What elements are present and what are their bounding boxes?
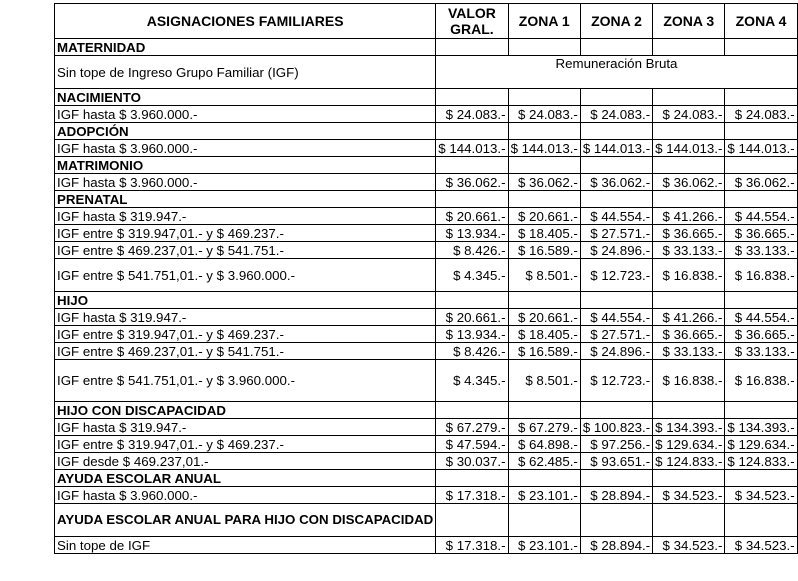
empty-cell	[580, 39, 652, 56]
zona-1-cell: $ 16.589.-	[508, 242, 580, 259]
section-row	[55, 470, 798, 487]
row-label: IGF entre $ 319.947,01.- y $ 469.237.-	[55, 225, 436, 242]
zona-4-cell: $ 36.062.-	[725, 174, 797, 191]
zona-4-cell: $ 36.665.-	[725, 225, 797, 242]
zona-3-cell: $ 16.838.-	[653, 259, 725, 292]
zona-3-cell: $ 129.634.-	[653, 436, 725, 453]
zona-3-cell: $ 36.665.-	[653, 225, 725, 242]
row-label: IGF entre $ 319.947,01.- y $ 469.237.-	[55, 326, 436, 343]
zona-3-cell: $ 24.083.-	[653, 106, 725, 123]
zona-1-cell: $ 16.589.-	[508, 343, 580, 360]
table-row	[55, 225, 798, 242]
table-row	[55, 537, 798, 554]
section-row	[55, 39, 798, 56]
header-zona-2: ZONA 2	[580, 4, 652, 39]
span-value: Remuneración Bruta	[436, 56, 797, 89]
zona-2-cell: $ 12.723.-	[580, 360, 652, 402]
valor-general-cell: $ 30.037.-	[436, 453, 508, 470]
row-label: IGF entre $ 541.751,01.- y $ 3.960.000.-	[55, 259, 436, 292]
empty-cell	[436, 402, 508, 419]
zona-1-cell: $ 23.101.-	[508, 537, 580, 554]
header-row	[55, 4, 798, 39]
zona-3-cell: $ 16.838.-	[653, 360, 725, 402]
section-title: PRENATAL	[55, 191, 436, 208]
header-zona-3: ZONA 3	[653, 4, 725, 39]
section-row	[55, 191, 798, 208]
zona-2-cell: $ 28.894.-	[580, 487, 652, 504]
section-row	[55, 504, 798, 537]
empty-cell	[653, 402, 725, 419]
zona-3-cell: $ 34.523.-	[653, 537, 725, 554]
zona-4-cell: $ 44.554.-	[725, 309, 797, 326]
table-row	[55, 419, 798, 436]
empty-cell	[580, 191, 652, 208]
zona-1-cell: $ 36.062.-	[508, 174, 580, 191]
zona-1-cell: $ 20.661.-	[508, 309, 580, 326]
empty-cell	[580, 123, 652, 140]
valor-general-cell: $ 67.279.-	[436, 419, 508, 436]
row-label: IGF entre $ 469.237,01.- y $ 541.751.-	[55, 242, 436, 259]
empty-cell	[725, 191, 797, 208]
section-title: MATERNIDAD	[55, 39, 436, 56]
valor-general-cell: $ 8.426.-	[436, 242, 508, 259]
table-row	[55, 326, 798, 343]
table-row	[55, 487, 798, 504]
valor-general-cell: $ 4.345.-	[436, 360, 508, 402]
empty-cell	[725, 504, 797, 537]
empty-cell	[653, 292, 725, 309]
asignaciones-table	[54, 3, 798, 554]
zona-3-cell: $ 33.133.-	[653, 242, 725, 259]
zona-1-cell: $ 64.898.-	[508, 436, 580, 453]
table-row	[55, 56, 798, 89]
section-title: ADOPCIÓN	[55, 123, 436, 140]
empty-cell	[580, 402, 652, 419]
zona-3-cell: $ 36.062.-	[653, 174, 725, 191]
row-label: IGF hasta $ 319.947.-	[55, 419, 436, 436]
zona-4-cell: $ 134.393.-	[725, 419, 797, 436]
empty-cell	[725, 292, 797, 309]
zona-4-cell: $ 16.838.-	[725, 259, 797, 292]
zona-4-cell: $ 124.833.-	[725, 453, 797, 470]
empty-cell	[725, 123, 797, 140]
header-zona-1: ZONA 1	[508, 4, 580, 39]
zona-1-cell: $ 20.661.-	[508, 208, 580, 225]
table-row	[55, 259, 798, 292]
zona-4-cell: $ 44.554.-	[725, 208, 797, 225]
empty-cell	[580, 504, 652, 537]
valor-general-cell: $ 13.934.-	[436, 225, 508, 242]
zona-1-cell: $ 144.013.-	[508, 140, 580, 157]
empty-cell	[580, 292, 652, 309]
zona-4-cell: $ 144.013.-	[725, 140, 797, 157]
empty-cell	[653, 470, 725, 487]
section-row	[55, 89, 798, 106]
row-label: IGF entre $ 319.947,01.- y $ 469.237.-	[55, 436, 436, 453]
zona-1-cell: $ 18.405.-	[508, 225, 580, 242]
empty-cell	[653, 191, 725, 208]
empty-cell	[436, 39, 508, 56]
zona-2-cell: $ 12.723.-	[580, 259, 652, 292]
row-label: IGF entre $ 541.751,01.- y $ 3.960.000.-	[55, 360, 436, 402]
row-label: IGF hasta $ 319.947.-	[55, 208, 436, 225]
header-valor-gral: VALOR GRAL.	[436, 4, 508, 39]
zona-1-cell: $ 67.279.-	[508, 419, 580, 436]
row-label: IGF entre $ 469.237,01.- y $ 541.751.-	[55, 343, 436, 360]
valor-general-cell: $ 4.345.-	[436, 259, 508, 292]
section-row	[55, 292, 798, 309]
empty-cell	[436, 157, 508, 174]
valor-general-cell: $ 36.062.-	[436, 174, 508, 191]
zona-3-cell: $ 144.013.-	[653, 140, 725, 157]
table-row	[55, 360, 798, 402]
empty-cell	[436, 89, 508, 106]
empty-cell	[508, 123, 580, 140]
zona-3-cell: $ 41.266.-	[653, 309, 725, 326]
zona-2-cell: $ 28.894.-	[580, 537, 652, 554]
valor-general-cell: $ 47.594.-	[436, 436, 508, 453]
zona-2-cell: $ 24.896.-	[580, 343, 652, 360]
row-label: IGF hasta $ 3.960.000.-	[55, 174, 436, 191]
empty-cell	[436, 191, 508, 208]
zona-2-cell: $ 27.571.-	[580, 326, 652, 343]
empty-cell	[653, 504, 725, 537]
zona-3-cell: $ 33.133.-	[653, 343, 725, 360]
table-row	[55, 242, 798, 259]
section-title: AYUDA ESCOLAR ANUAL	[55, 470, 436, 487]
table-row	[55, 106, 798, 123]
empty-cell	[653, 157, 725, 174]
zona-2-cell: $ 24.083.-	[580, 106, 652, 123]
row-label: Sin tope de Ingreso Grupo Familiar (IGF)	[55, 56, 436, 89]
section-title: NACIMIENTO	[55, 89, 436, 106]
empty-cell	[508, 191, 580, 208]
empty-cell	[508, 39, 580, 56]
row-label: IGF hasta $ 3.960.000.-	[55, 106, 436, 123]
empty-cell	[436, 470, 508, 487]
empty-cell	[653, 123, 725, 140]
zona-4-cell: $ 33.133.-	[725, 343, 797, 360]
empty-cell	[580, 89, 652, 106]
row-label: IGF desde $ 469.237,01.-	[55, 453, 436, 470]
empty-cell	[508, 402, 580, 419]
empty-cell	[436, 292, 508, 309]
header-asignaciones: ASIGNACIONES FAMILIARES	[55, 4, 436, 39]
table-row	[55, 343, 798, 360]
zona-2-cell: $ 144.013.-	[580, 140, 652, 157]
empty-cell	[725, 89, 797, 106]
row-label: IGF hasta $ 3.960.000.-	[55, 487, 436, 504]
section-title: HIJO CON DISCAPACIDAD	[55, 402, 436, 419]
valor-general-cell: $ 24.083.-	[436, 106, 508, 123]
empty-cell	[508, 470, 580, 487]
empty-cell	[653, 89, 725, 106]
empty-cell	[653, 39, 725, 56]
zona-2-cell: $ 93.651.-	[580, 453, 652, 470]
zona-2-cell: $ 100.823.-	[580, 419, 652, 436]
table-row	[55, 140, 798, 157]
valor-general-cell: $ 8.426.-	[436, 343, 508, 360]
row-label: Sin tope de IGF	[55, 537, 436, 554]
empty-cell	[508, 89, 580, 106]
section-title: AYUDA ESCOLAR ANUAL PARA HIJO CON DISCAPACIDAD	[55, 504, 436, 537]
zona-2-cell: $ 44.554.-	[580, 309, 652, 326]
empty-cell	[580, 157, 652, 174]
zona-3-cell: $ 36.665.-	[653, 326, 725, 343]
zona-4-cell: $ 36.665.-	[725, 326, 797, 343]
zona-2-cell: $ 27.571.-	[580, 225, 652, 242]
table-row	[55, 309, 798, 326]
zona-1-cell: $ 62.485.-	[508, 453, 580, 470]
zona-1-cell: $ 18.405.-	[508, 326, 580, 343]
zona-2-cell: $ 44.554.-	[580, 208, 652, 225]
zona-4-cell: $ 34.523.-	[725, 487, 797, 504]
section-row	[55, 123, 798, 140]
valor-general-cell: $ 17.318.-	[436, 487, 508, 504]
empty-cell	[436, 504, 508, 537]
table-row	[55, 174, 798, 191]
section-row	[55, 402, 798, 419]
zona-2-cell: $ 97.256.-	[580, 436, 652, 453]
header-zona-4: ZONA 4	[725, 4, 797, 39]
empty-cell	[508, 292, 580, 309]
table-row	[55, 436, 798, 453]
zona-2-cell: $ 36.062.-	[580, 174, 652, 191]
zona-4-cell: $ 24.083.-	[725, 106, 797, 123]
zona-2-cell: $ 24.896.-	[580, 242, 652, 259]
row-label: IGF hasta $ 3.960.000.-	[55, 140, 436, 157]
zona-4-cell: $ 16.838.-	[725, 360, 797, 402]
valor-general-cell: $ 144.013.-	[436, 140, 508, 157]
valor-general-cell: $ 20.661.-	[436, 309, 508, 326]
zona-4-cell: $ 34.523.-	[725, 537, 797, 554]
zona-3-cell: $ 34.523.-	[653, 487, 725, 504]
section-row	[55, 157, 798, 174]
zona-4-cell: $ 33.133.-	[725, 242, 797, 259]
row-label: IGF hasta $ 319.947.-	[55, 309, 436, 326]
empty-cell	[725, 402, 797, 419]
empty-cell	[508, 504, 580, 537]
empty-cell	[580, 470, 652, 487]
zona-3-cell: $ 124.833.-	[653, 453, 725, 470]
valor-general-cell: $ 20.661.-	[436, 208, 508, 225]
valor-general-cell: $ 17.318.-	[436, 537, 508, 554]
zona-1-cell: $ 23.101.-	[508, 487, 580, 504]
zona-1-cell: $ 24.083.-	[508, 106, 580, 123]
table-row	[55, 208, 798, 225]
valor-general-cell: $ 13.934.-	[436, 326, 508, 343]
section-title: MATRIMONIO	[55, 157, 436, 174]
empty-cell	[508, 157, 580, 174]
zona-3-cell: $ 134.393.-	[653, 419, 725, 436]
zona-1-cell: $ 8.501.-	[508, 259, 580, 292]
zona-3-cell: $ 41.266.-	[653, 208, 725, 225]
table-row	[55, 453, 798, 470]
zona-1-cell: $ 8.501.-	[508, 360, 580, 402]
empty-cell	[436, 123, 508, 140]
zona-4-cell: $ 129.634.-	[725, 436, 797, 453]
empty-cell	[725, 157, 797, 174]
empty-cell	[725, 39, 797, 56]
empty-cell	[725, 470, 797, 487]
section-title: HIJO	[55, 292, 436, 309]
